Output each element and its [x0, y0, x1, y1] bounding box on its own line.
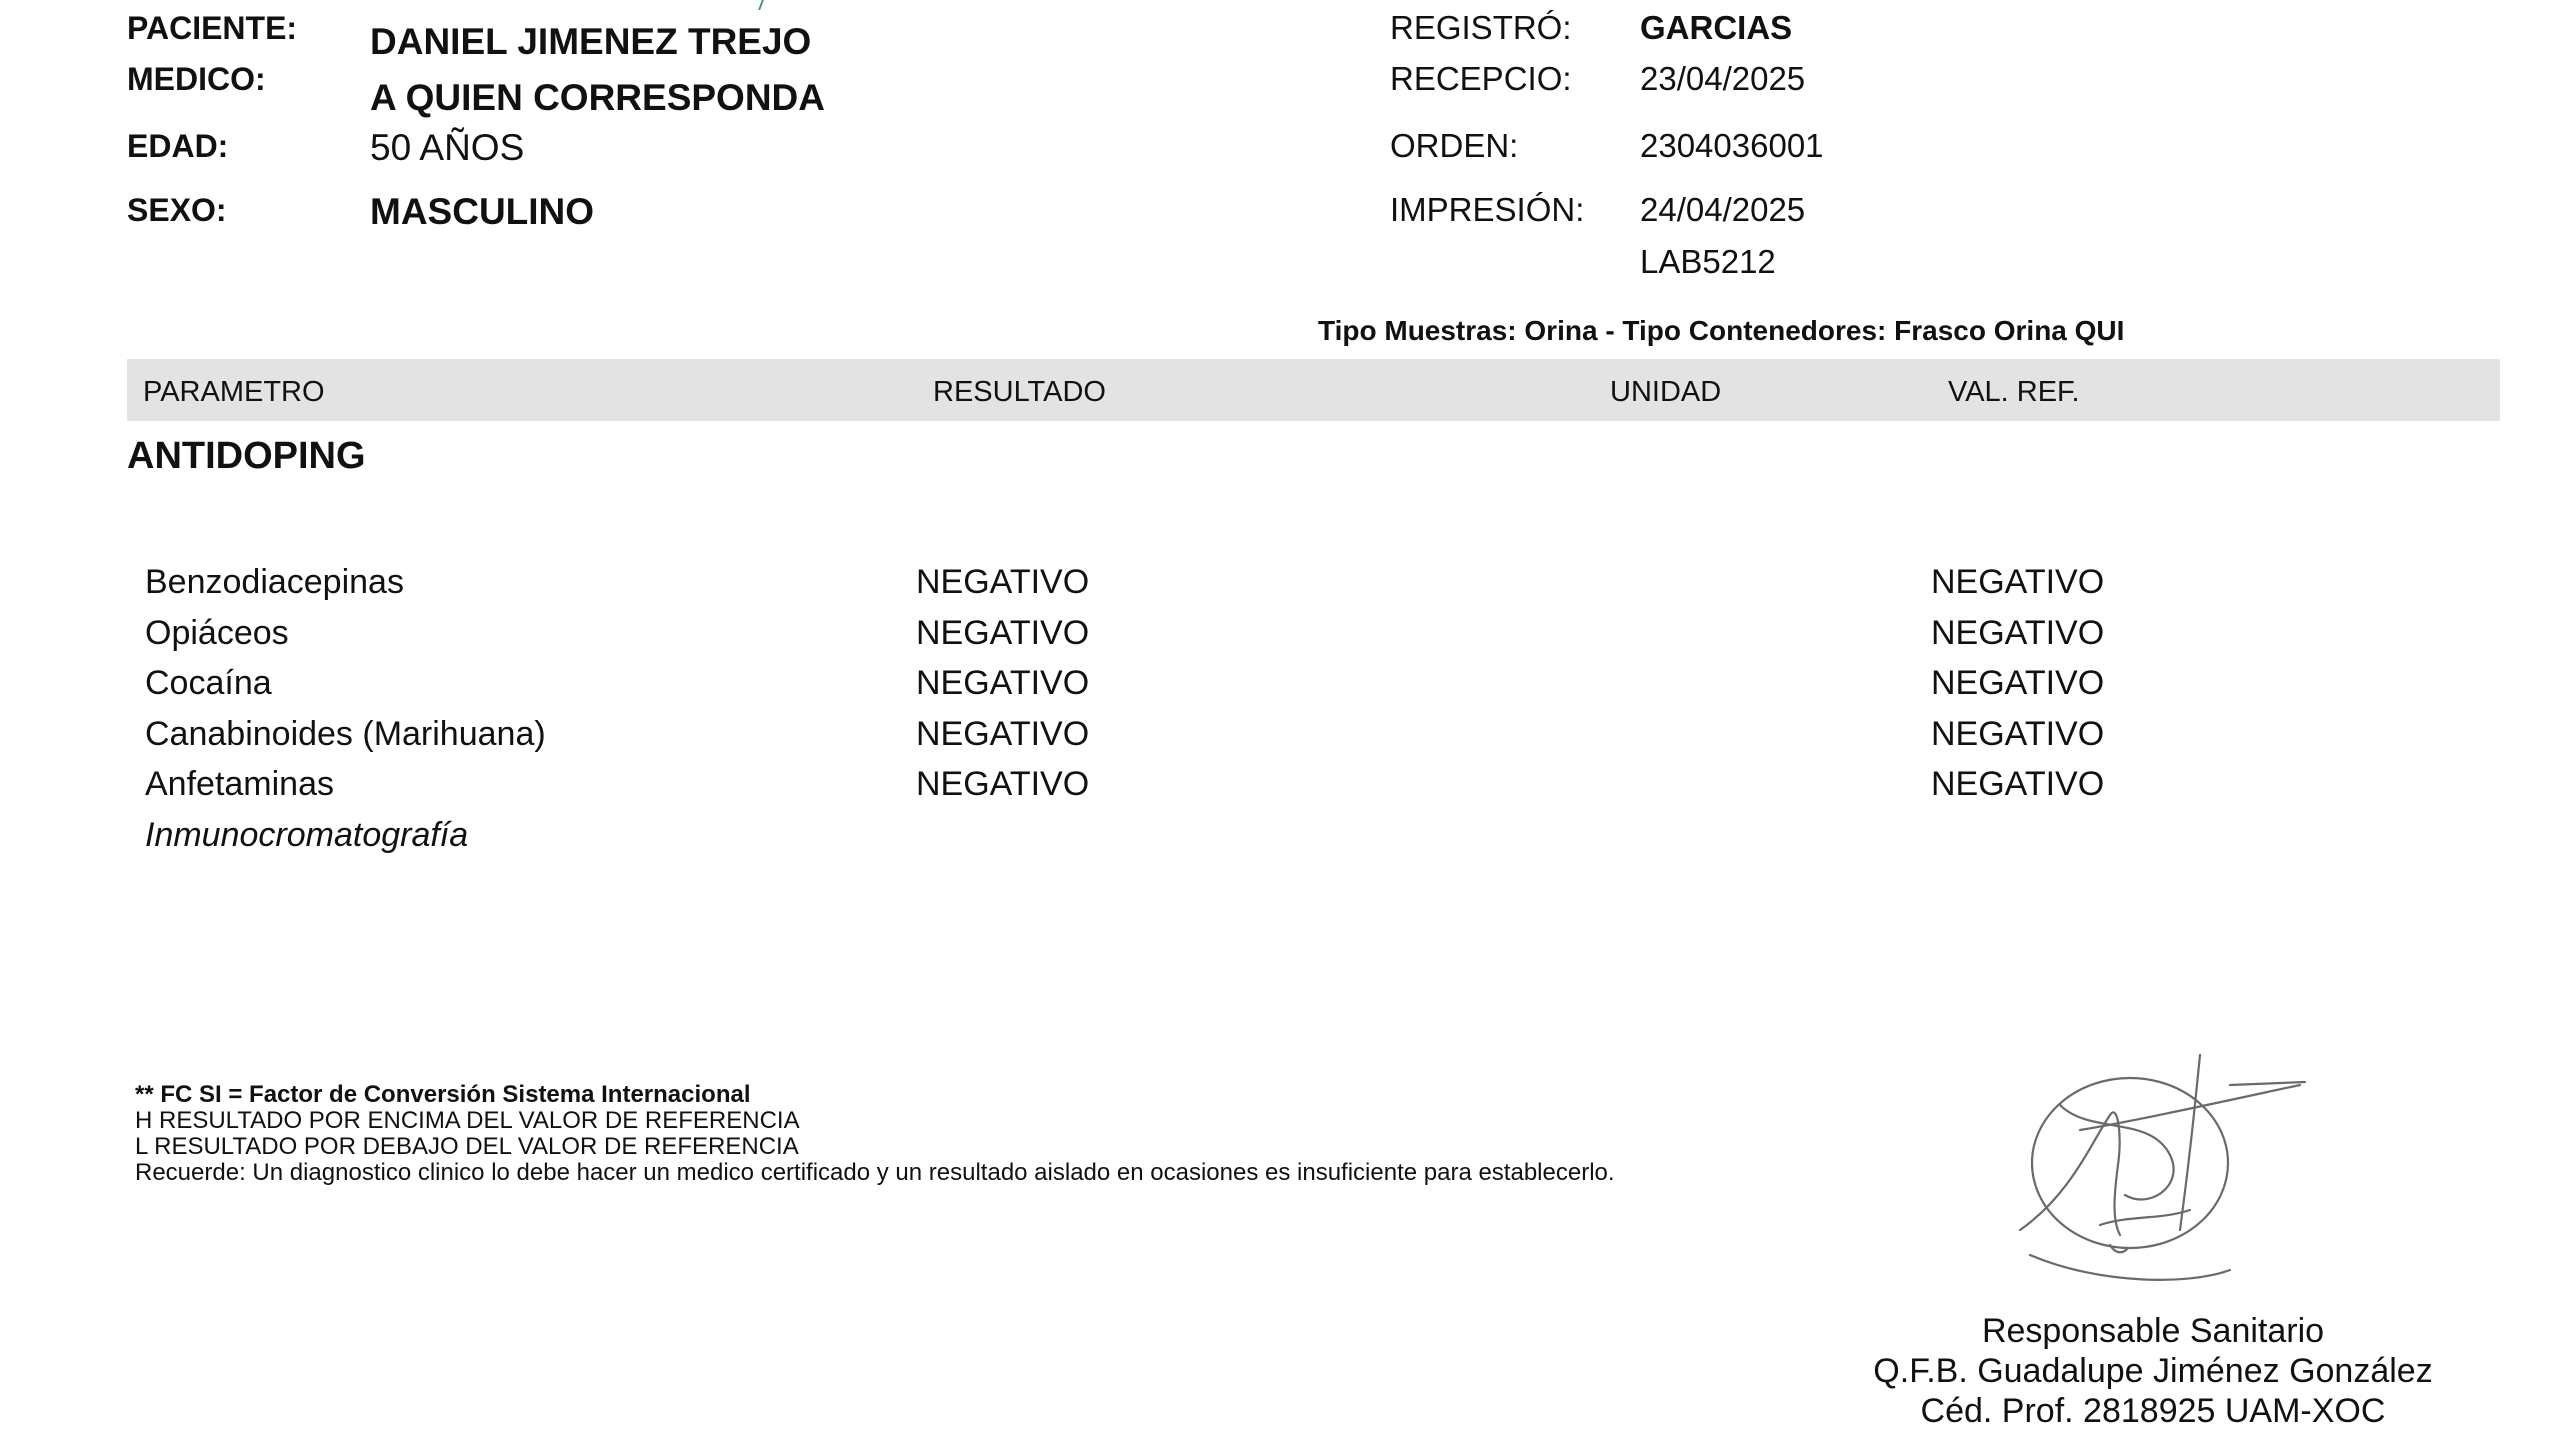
footnote-fc: ** FC SI = Factor de Conversión Sistema Internacional [135, 1081, 751, 1108]
row-ref: NEGATIVO [1931, 614, 2105, 652]
row-ref: NEGATIVO [1931, 563, 2105, 601]
row-result: NEGATIVO [916, 765, 1090, 803]
responsible-cedula: Céd. Prof. 2818925 UAM-XOC [1920, 1392, 2386, 1430]
value-paciente: DANIEL JIMENEZ TREJO [370, 21, 812, 62]
row-ref: NEGATIVO [1931, 664, 2105, 702]
label-medico: MEDICO: [127, 61, 266, 97]
responsible-name: Q.F.B. Guadalupe Jiménez González [1873, 1352, 2433, 1390]
header-unidad: UNIDAD [1610, 376, 1722, 408]
row-param: Canabinoides (Marihuana) [145, 715, 546, 753]
header-parametro: PARAMETRO [143, 376, 325, 408]
responsible-title: Responsable Sanitario [1981, 1312, 2325, 1350]
row-param: Opiáceos [145, 614, 289, 652]
label-paciente: PACIENTE: [127, 10, 298, 46]
table-header-bar [127, 359, 2500, 421]
sample-info: Tipo Muestras: Orina - Tipo Contenedores: Frasco Orina QUI [1318, 315, 2125, 346]
signature-image [2000, 1045, 2310, 1295]
row-result: NEGATIVO [916, 715, 1090, 753]
row-param: Benzodiacepinas [145, 563, 404, 601]
value-medico: A QUIEN CORRESPONDA [370, 77, 826, 118]
value-recepcio: 23/04/2025 [1640, 60, 1806, 97]
label-orden: ORDEN: [1390, 127, 1519, 164]
row-result: NEGATIVO [916, 664, 1090, 702]
value-sexo: MASCULINO [370, 191, 595, 232]
label-registro: REGISTRÓ: [1390, 9, 1572, 46]
logo-fragment [758, 0, 770, 10]
row-result: NEGATIVO [916, 563, 1090, 601]
value-edad: 50 AÑOS [370, 127, 525, 168]
label-edad: EDAD: [127, 128, 229, 164]
row-param: Anfetaminas [145, 765, 334, 803]
value-impresion: 24/04/2025 [1640, 191, 1806, 228]
footnote-recuerde: Recuerde: Un diagnostico clinico lo debe hacer un medico certificado y un resultado aislado en ocasiones es insuficiente para establecerlo. [135, 1159, 1615, 1186]
label-impresion: IMPRESIÓN: [1390, 191, 1585, 228]
footnote-h: H RESULTADO POR ENCIMA DEL VALOR DE REFERENCIA [135, 1107, 800, 1134]
header-valref: VAL. REF. [1948, 376, 2080, 408]
row-param: Cocaína [145, 664, 272, 702]
value-lab: LAB5212 [1640, 243, 1776, 280]
method-label: Inmunocromatografía [145, 816, 469, 854]
value-registro: GARCIAS [1640, 9, 1793, 46]
label-sexo: SEXO: [127, 192, 227, 228]
value-orden: 2304036001 [1640, 127, 1824, 164]
row-ref: NEGATIVO [1931, 765, 2105, 803]
row-result: NEGATIVO [916, 614, 1090, 652]
footnote-l: L RESULTADO POR DEBAJO DEL VALOR DE REFERENCIA [135, 1133, 799, 1160]
header-resultado: RESULTADO [933, 376, 1106, 408]
section-title: ANTIDOPING [127, 435, 366, 477]
label-recepcio: RECEPCIO: [1390, 60, 1572, 97]
row-ref: NEGATIVO [1931, 715, 2105, 753]
